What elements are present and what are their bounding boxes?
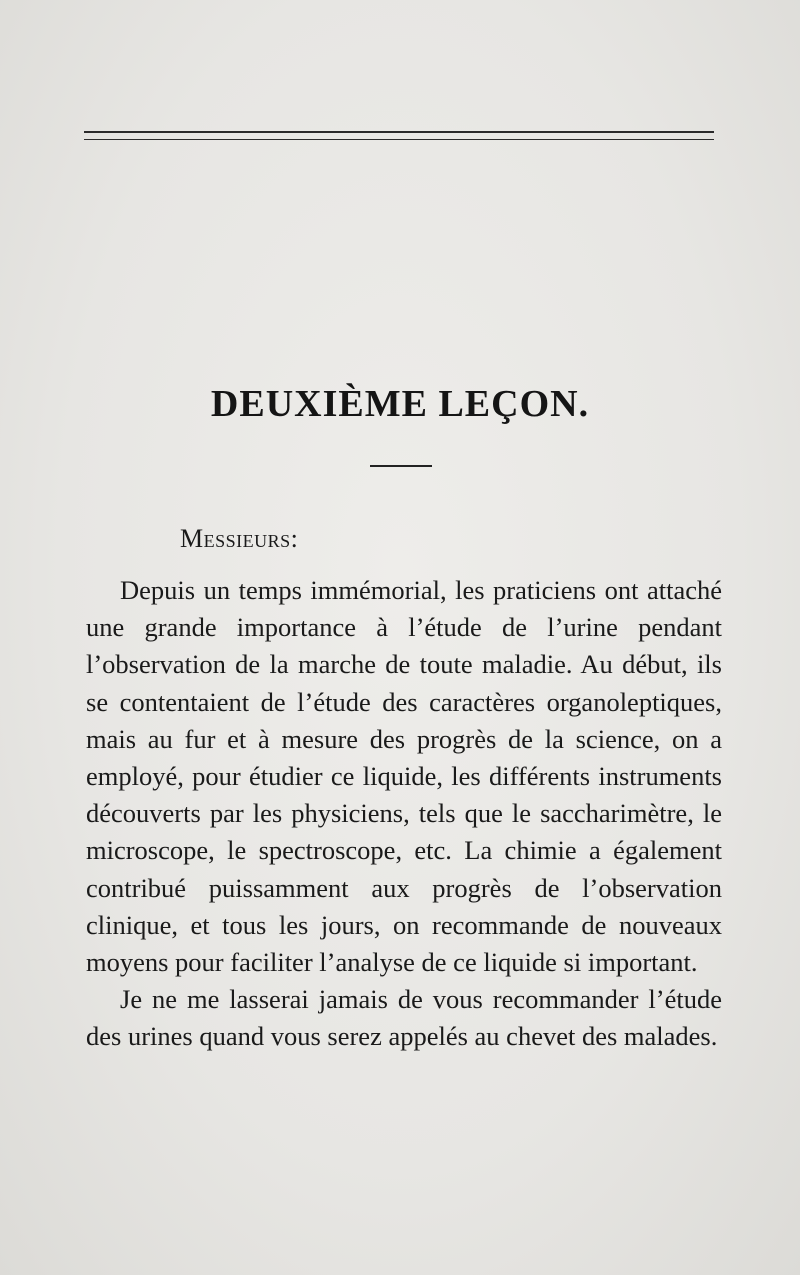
header-double-rule bbox=[84, 131, 714, 140]
paragraph: Depuis un temps immémorial, les praticiens ont attaché une grande importance à l’étude de l’urine pendant l’observation de la marche de toute maladie. Au début, ils se contentaient de l’étude des caractères organoleptiques, mais au fur et à mesure des progrès de la science, on a employé, pour étudier ce liquide, les différents instruments découverts par les physiciens, tels que le saccharimètre, le microscope, le spectroscope, etc. La chimie a également contribué puissamment aux progrès de l’observation clinique, et tous les jours, on recommande de nouveaux moyens pour faciliter l’analyse de ce liquide si important. bbox=[86, 575, 722, 978]
lecture-title: DEUXIÈME LEÇON. bbox=[210, 383, 590, 425]
salutation: Messieurs: bbox=[180, 524, 299, 553]
body-text bbox=[86, 572, 722, 1056]
paragraph: Je ne me lasserai jamais de vous recommander l’étude des urines quand vous serez appelés au chevet des malades. bbox=[86, 984, 722, 1052]
title-underline-rule bbox=[370, 465, 432, 467]
